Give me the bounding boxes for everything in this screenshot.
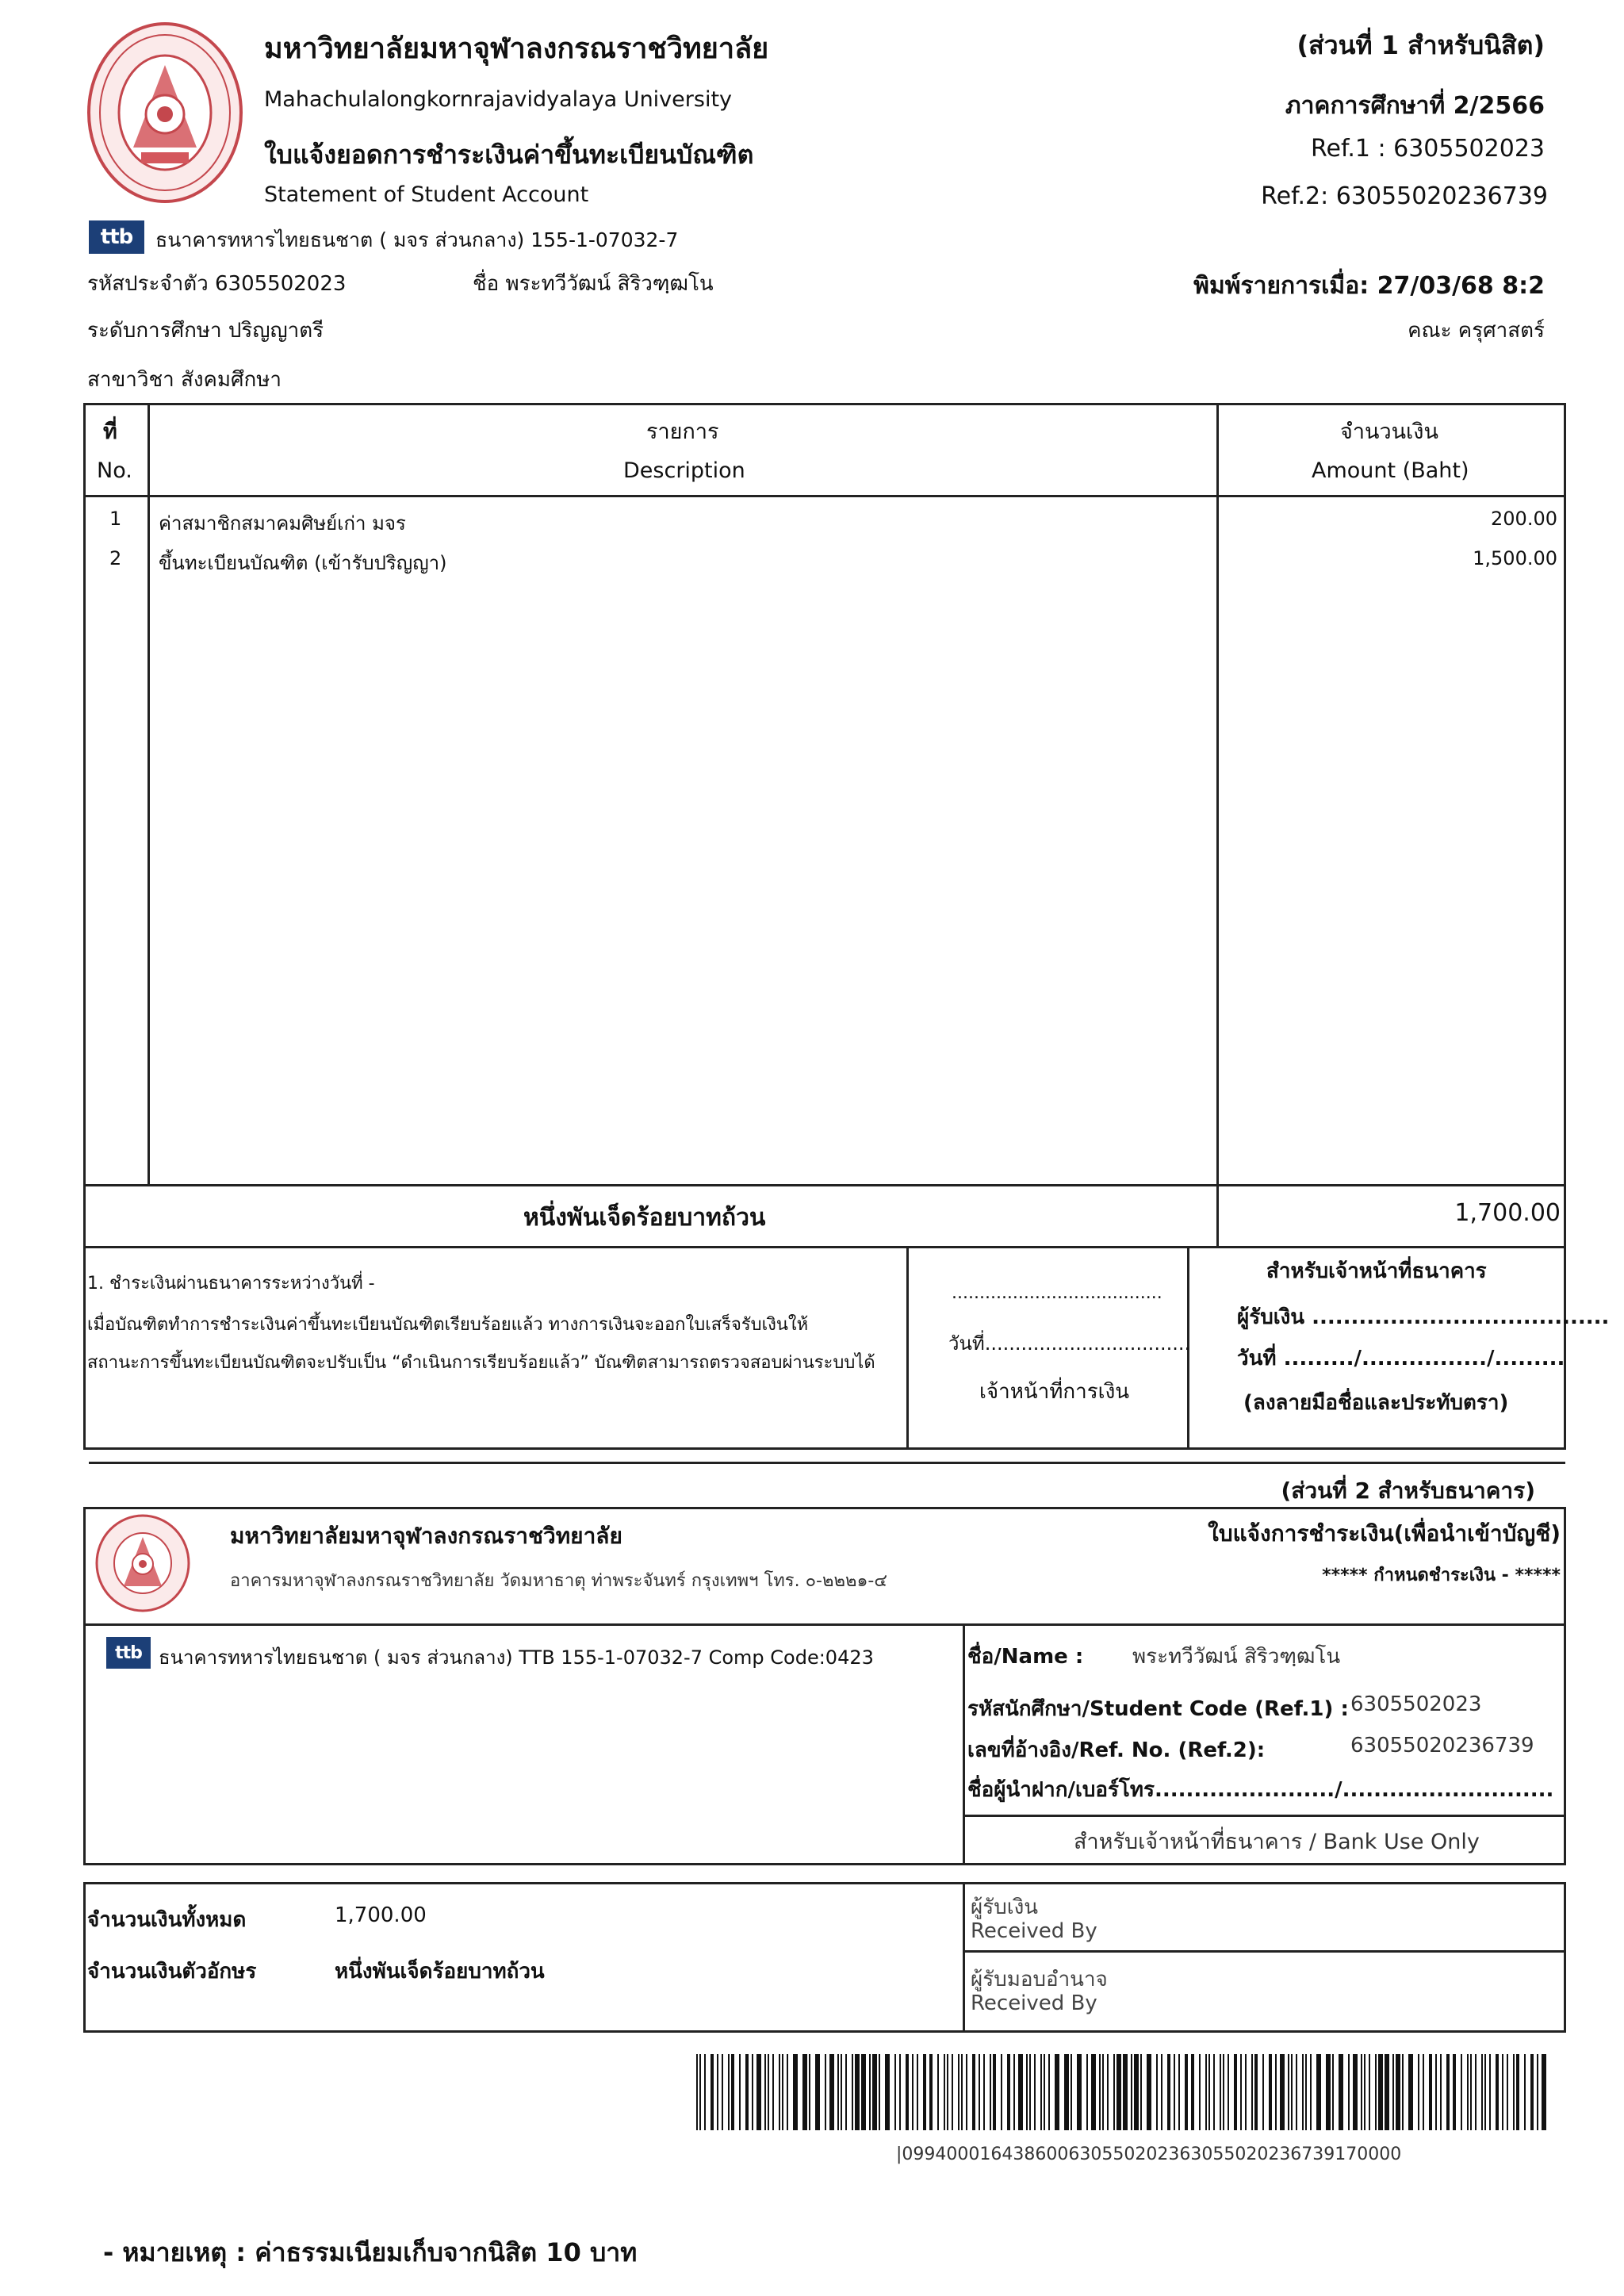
row-description: ขึ้นทะเบียนบัณฑิต (เข้ารับปริญญา) <box>159 552 447 574</box>
print-date: พิมพ์รายการเมื่อ: 27/03/68 8:2 <box>1193 272 1545 300</box>
ref1: Ref.1 : 6305502023 <box>1310 135 1545 163</box>
document-title-en: Statement of Student Account <box>264 182 589 207</box>
ref-no-value: 63055020236739 <box>1350 1734 1534 1757</box>
bank-receiver-line: ผู้รับเงิน ...................................... <box>1237 1305 1610 1329</box>
col-amount-th: จำนวนเงิน <box>1340 420 1438 444</box>
ttb-logo: ttb <box>106 1637 151 1669</box>
total-amount-value: 1,700.00 <box>335 1903 427 1927</box>
note-line-2: เมื่อบัณฑิตทำการชำระเงินค่าขึ้นทะเบียนบัณฑิตเรียบร้อยแล้ว ทางการเงินจะออกใบเสร็จรับเงินให้ <box>87 1315 809 1335</box>
note-line-1: 1. ชำระเงินผ่านธนาคารระหว่างวันที่ - <box>87 1274 375 1294</box>
semester: ภาคการศึกษาที่ 2/2566 <box>1285 92 1545 120</box>
total-amount: 1,700.00 <box>1454 1199 1561 1227</box>
part2-university-name: มหาวิทยาลัยมหาจุฬาลงกรณราชวิทยาลัย <box>230 1523 622 1549</box>
bank-use-label: สำหรับเจ้าหน้าที่ธนาคาร / Bank Use Only <box>1074 1830 1480 1854</box>
barcode <box>696 2054 1549 2130</box>
col-no-en: No. <box>97 458 132 483</box>
authorized-by-en: Received By <box>971 1991 1097 2015</box>
col-desc-en: Description <box>623 458 745 483</box>
payin-title: ใบแจ้งการชำระเงิน(เพื่อนำเข้าบัญชี) <box>1208 1520 1561 1547</box>
finance-sign-line: ...................................... <box>952 1283 1162 1303</box>
total-in-words: หนึ่งพันเจ็ดร้อยบาทถ้วน <box>523 1204 766 1232</box>
bank-sign-label: (ลงลายมือชื่อและประทับตรา) <box>1243 1391 1509 1415</box>
col-no-th: ที่ <box>103 420 117 444</box>
university-seal-small <box>94 1513 192 1613</box>
total-amount-label: จำนวนเงินทั้งหมด <box>87 1908 247 1932</box>
row-no: 2 <box>109 547 122 569</box>
barcode-number: |099400016438600630550202363055020236739170000 <box>896 2145 1402 2164</box>
payer-name-value: พระทวีวัฒน์ สิริวฑฺฒโน <box>1132 1645 1341 1669</box>
student-name: ชื่อ พระทวีวัฒน์ สิริวฑฺฒโน <box>473 272 714 296</box>
bank-date-line: วันที่ ........./................/......... <box>1237 1347 1565 1370</box>
bank-officer-title: สำหรับเจ้าหน้าที่ธนาคาร <box>1266 1259 1487 1283</box>
university-seal <box>86 21 244 205</box>
student-code-value: 6305502023 <box>1350 1692 1482 1716</box>
part2-bank-line: ธนาคารทหารไทยธนชาต ( มจร ส่วนกลาง) TTB 155-1-07032-7 Comp Code:0423 <box>159 1646 874 1669</box>
faculty: คณะ ครุศาสตร์ <box>1408 319 1545 343</box>
university-name-th: มหาวิทยาลัยมหาจุฬาลงกรณราชวิทยาลัย <box>264 33 769 65</box>
row-no: 1 <box>109 508 122 530</box>
part-label: (ส่วนที่ 1 สำหรับนิสิต) <box>1297 30 1545 60</box>
part2-label: (ส่วนที่ 2 สำหรับธนาคาร) <box>1281 1478 1535 1504</box>
due-date: ***** กำหนดชำระเงิน - ***** <box>1322 1566 1561 1585</box>
finance-officer-label: เจ้าหน้าที่การเงิน <box>979 1380 1130 1404</box>
depositor-line: ชื่อผู้นำฝาก/เบอร์โทร......................./........................... <box>967 1778 1554 1802</box>
ref-no-label: เลขที่อ้างอิง/Ref. No. (Ref.2): <box>967 1738 1266 1762</box>
student-code-label: รหัสนักศึกษา/Student Code (Ref.1) : <box>967 1697 1349 1721</box>
row-amount: 1,500.00 <box>1473 547 1557 569</box>
part2-address: อาคารมหาจุฬาลงกรณราชวิทยาลัย วัดมหาธาตุ ท่าพระจันทร์ กรุงเทพฯ โทร. ๐-๒๒๒๑-๔ <box>230 1571 888 1591</box>
education-level: ระดับการศึกษา ปริญญาตรี <box>87 319 324 343</box>
col-amount-en: Amount (Baht) <box>1312 458 1469 483</box>
amount-summary-box <box>83 1882 1566 2033</box>
note-line-3: สถานะการขึ้นทะเบียนบัณฑิตจะปรับเป็น “ดำเนินการเรียบร้อยแล้ว” บัณฑิตสามารถตรวจสอบผ่านระบบได้ <box>87 1353 875 1373</box>
ref2: Ref.2: 63055020236739 <box>1261 182 1548 210</box>
major: สาขาวิชา สังคมศึกษา <box>87 368 282 392</box>
finance-date-line: วันที่.................................. <box>948 1332 1191 1355</box>
fee-note: - หมายเหตุ : ค่าธรรมเนียมเก็บจากนิสิต 10 บาท <box>103 2237 638 2267</box>
bank-account-line: ธนาคารทหารไทยธนชาต ( มจร ส่วนกลาง) 155-1-07032-7 <box>155 228 679 251</box>
student-id: รหัสประจำตัว 6305502023 <box>87 272 347 296</box>
cut-line <box>89 1462 1565 1464</box>
received-by-th: ผู้รับเงิน <box>971 1895 1039 1919</box>
col-desc-th: รายการ <box>646 420 719 444</box>
amount-words-label: จำนวนเงินตัวอักษร <box>87 1960 257 1984</box>
payer-name-label: ชื่อ/Name : <box>967 1645 1084 1669</box>
authorized-by-th: ผู้รับมอบอำนาจ <box>971 1968 1108 1991</box>
amount-words-value: หนึ่งพันเจ็ดร้อยบาทถ้วน <box>335 1960 545 1984</box>
document-title-th: ใบแจ้งยอดการชำระเงินค่าขึ้นทะเบียนบัณฑิต <box>264 140 754 170</box>
row-amount: 200.00 <box>1491 508 1557 530</box>
received-by-en: Received By <box>971 1919 1097 1943</box>
ttb-logo: ttb <box>89 220 144 254</box>
university-name-en: Mahachulalongkornrajavidyalaya University <box>264 87 733 112</box>
row-description: ค่าสมาชิกสมาคมศิษย์เก่า มจร <box>159 512 406 535</box>
